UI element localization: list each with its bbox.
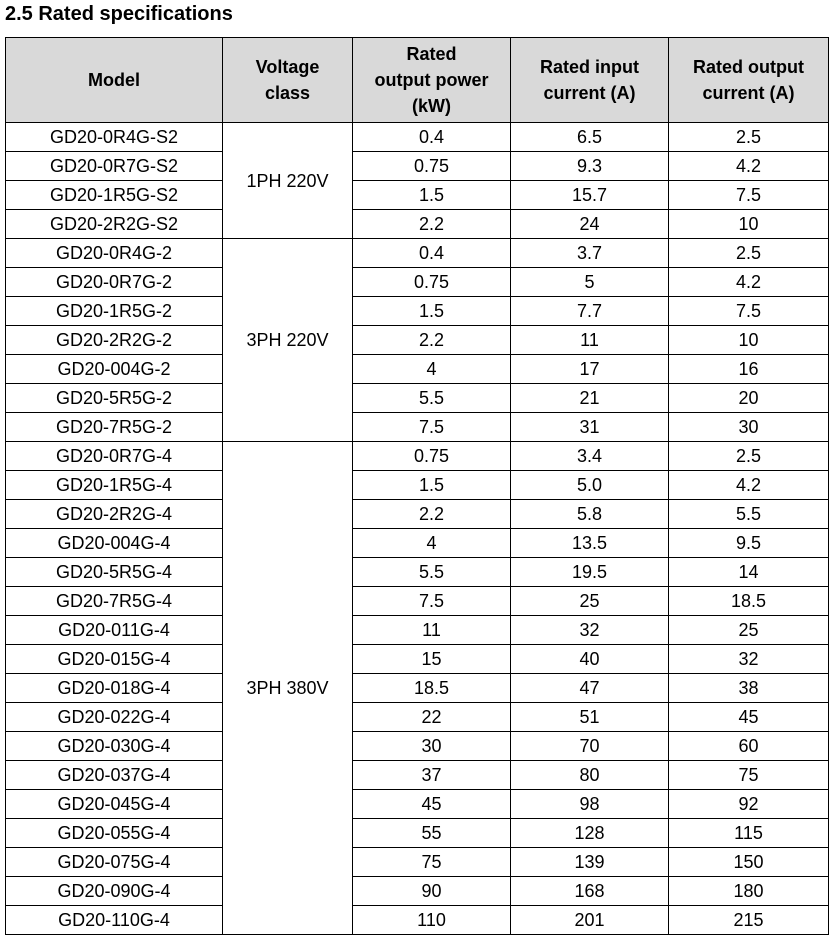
voltage-class-cell: 3PH 220V — [223, 239, 353, 442]
table-body — [6, 123, 829, 935]
rated-input-current-cell: 6.5 — [511, 123, 669, 152]
model-cell: GD20-7R5G-2 — [6, 413, 223, 442]
table-row — [6, 703, 829, 732]
rated-output-current-cell: 2.5 — [669, 239, 829, 268]
rated-output-current-cell: 5.5 — [669, 500, 829, 529]
header-rated-output-power: Rated output power (kW) — [353, 38, 511, 123]
model-cell: GD20-1R5G-4 — [6, 471, 223, 500]
rated-specifications-table — [5, 37, 829, 935]
model-cell: GD20-2R2G-4 — [6, 500, 223, 529]
rated-output-current-cell: 30 — [669, 413, 829, 442]
rated-output-power-cell: 0.75 — [353, 152, 511, 181]
table-row — [6, 326, 829, 355]
rated-output-current-cell: 215 — [669, 906, 829, 935]
header-row — [6, 38, 829, 123]
rated-output-current-cell: 16 — [669, 355, 829, 384]
table-row — [6, 384, 829, 413]
table-row — [6, 761, 829, 790]
rated-output-current-cell: 115 — [669, 819, 829, 848]
rated-output-current-cell: 10 — [669, 210, 829, 239]
rated-output-power-cell: 22 — [353, 703, 511, 732]
model-cell: GD20-2R2G-2 — [6, 326, 223, 355]
rated-input-current-cell: 5 — [511, 268, 669, 297]
rated-output-power-cell: 30 — [353, 732, 511, 761]
model-cell: GD20-022G-4 — [6, 703, 223, 732]
rated-output-current-cell: 32 — [669, 645, 829, 674]
table-row — [6, 181, 829, 210]
rated-input-current-cell: 139 — [511, 848, 669, 877]
model-cell: GD20-5R5G-2 — [6, 384, 223, 413]
table-row — [6, 500, 829, 529]
table-row — [6, 645, 829, 674]
model-cell: GD20-0R4G-S2 — [6, 123, 223, 152]
rated-input-current-cell: 13.5 — [511, 529, 669, 558]
rated-input-current-cell: 21 — [511, 384, 669, 413]
model-cell: GD20-0R7G-2 — [6, 268, 223, 297]
rated-output-current-cell: 25 — [669, 616, 829, 645]
header-rated-output-current: Rated output current (A) — [669, 38, 829, 123]
rated-output-power-cell: 110 — [353, 906, 511, 935]
table-row — [6, 674, 829, 703]
model-cell: GD20-2R2G-S2 — [6, 210, 223, 239]
model-cell: GD20-090G-4 — [6, 877, 223, 906]
rated-output-current-cell: 2.5 — [669, 442, 829, 471]
rated-input-current-cell: 201 — [511, 906, 669, 935]
rated-input-current-cell: 70 — [511, 732, 669, 761]
rated-output-power-cell: 75 — [353, 848, 511, 877]
rated-output-current-cell: 7.5 — [669, 181, 829, 210]
table-header — [6, 38, 829, 123]
rated-output-current-cell: 45 — [669, 703, 829, 732]
table-row — [6, 906, 829, 935]
rated-output-power-cell: 5.5 — [353, 384, 511, 413]
voltage-class-cell: 1PH 220V — [223, 123, 353, 239]
table-row — [6, 616, 829, 645]
rated-input-current-cell: 11 — [511, 326, 669, 355]
table-row — [6, 442, 829, 471]
rated-input-current-cell: 15.7 — [511, 181, 669, 210]
rated-input-current-cell: 17 — [511, 355, 669, 384]
rated-output-power-cell: 55 — [353, 819, 511, 848]
rated-output-current-cell: 4.2 — [669, 471, 829, 500]
rated-input-current-cell: 40 — [511, 645, 669, 674]
rated-output-power-cell: 0.75 — [353, 268, 511, 297]
table-row — [6, 355, 829, 384]
model-cell: GD20-7R5G-4 — [6, 587, 223, 616]
rated-input-current-cell: 3.4 — [511, 442, 669, 471]
rated-output-power-cell: 0.4 — [353, 239, 511, 268]
table-row — [6, 877, 829, 906]
section-title: 2.5 Rated specifications — [5, 3, 233, 25]
rated-input-current-cell: 19.5 — [511, 558, 669, 587]
rated-output-power-cell: 1.5 — [353, 181, 511, 210]
rated-input-current-cell: 9.3 — [511, 152, 669, 181]
rated-output-current-cell: 9.5 — [669, 529, 829, 558]
table-row — [6, 558, 829, 587]
rated-input-current-cell: 5.0 — [511, 471, 669, 500]
model-cell: GD20-030G-4 — [6, 732, 223, 761]
model-cell: GD20-075G-4 — [6, 848, 223, 877]
table-row — [6, 413, 829, 442]
rated-output-power-cell: 1.5 — [353, 471, 511, 500]
rated-input-current-cell: 3.7 — [511, 239, 669, 268]
table-row — [6, 210, 829, 239]
header-model: Model — [6, 38, 223, 123]
rated-input-current-cell: 51 — [511, 703, 669, 732]
rated-input-current-cell: 168 — [511, 877, 669, 906]
table-row — [6, 587, 829, 616]
table-row — [6, 848, 829, 877]
model-cell: GD20-5R5G-4 — [6, 558, 223, 587]
rated-output-power-cell: 11 — [353, 616, 511, 645]
rated-output-power-cell: 15 — [353, 645, 511, 674]
rated-output-power-cell: 4 — [353, 355, 511, 384]
table-row — [6, 529, 829, 558]
model-cell: GD20-1R5G-2 — [6, 297, 223, 326]
model-cell: GD20-004G-4 — [6, 529, 223, 558]
rated-output-power-cell: 2.2 — [353, 500, 511, 529]
rated-input-current-cell: 32 — [511, 616, 669, 645]
table-row — [6, 790, 829, 819]
rated-output-power-cell: 1.5 — [353, 297, 511, 326]
rated-output-current-cell: 10 — [669, 326, 829, 355]
rated-output-current-cell: 60 — [669, 732, 829, 761]
rated-output-current-cell: 38 — [669, 674, 829, 703]
rated-output-current-cell: 14 — [669, 558, 829, 587]
rated-output-power-cell: 2.2 — [353, 210, 511, 239]
rated-input-current-cell: 128 — [511, 819, 669, 848]
rated-input-current-cell: 98 — [511, 790, 669, 819]
rated-output-current-cell: 7.5 — [669, 297, 829, 326]
model-cell: GD20-018G-4 — [6, 674, 223, 703]
table-row — [6, 152, 829, 181]
model-cell: GD20-055G-4 — [6, 819, 223, 848]
model-cell: GD20-004G-2 — [6, 355, 223, 384]
rated-input-current-cell: 25 — [511, 587, 669, 616]
table-row — [6, 819, 829, 848]
model-cell: GD20-1R5G-S2 — [6, 181, 223, 210]
rated-output-power-cell: 45 — [353, 790, 511, 819]
rated-input-current-cell: 31 — [511, 413, 669, 442]
rated-output-current-cell: 2.5 — [669, 123, 829, 152]
model-cell: GD20-110G-4 — [6, 906, 223, 935]
rated-output-power-cell: 0.4 — [353, 123, 511, 152]
rated-output-current-cell: 150 — [669, 848, 829, 877]
model-cell: GD20-0R7G-S2 — [6, 152, 223, 181]
rated-input-current-cell: 47 — [511, 674, 669, 703]
rated-output-power-cell: 4 — [353, 529, 511, 558]
model-cell: GD20-0R4G-2 — [6, 239, 223, 268]
model-cell: GD20-045G-4 — [6, 790, 223, 819]
rated-output-power-cell: 5.5 — [353, 558, 511, 587]
rated-output-current-cell: 180 — [669, 877, 829, 906]
model-cell: GD20-015G-4 — [6, 645, 223, 674]
table-row — [6, 297, 829, 326]
rated-output-power-cell: 90 — [353, 877, 511, 906]
rated-output-current-cell: 18.5 — [669, 587, 829, 616]
rated-output-power-cell: 0.75 — [353, 442, 511, 471]
rated-output-power-cell: 18.5 — [353, 674, 511, 703]
header-voltage-class: Voltage class — [223, 38, 353, 123]
table-row — [6, 268, 829, 297]
table-row — [6, 239, 829, 268]
rated-output-current-cell: 20 — [669, 384, 829, 413]
header-rated-input-current: Rated input current (A) — [511, 38, 669, 123]
rated-input-current-cell: 7.7 — [511, 297, 669, 326]
model-cell: GD20-037G-4 — [6, 761, 223, 790]
voltage-class-cell: 3PH 380V — [223, 442, 353, 935]
table-row — [6, 732, 829, 761]
rated-output-current-cell: 92 — [669, 790, 829, 819]
rated-output-power-cell: 2.2 — [353, 326, 511, 355]
model-cell: GD20-0R7G-4 — [6, 442, 223, 471]
rated-input-current-cell: 5.8 — [511, 500, 669, 529]
rated-output-current-cell: 4.2 — [669, 268, 829, 297]
table-row — [6, 123, 829, 152]
rated-output-current-cell: 4.2 — [669, 152, 829, 181]
model-cell: GD20-011G-4 — [6, 616, 223, 645]
table-row — [6, 471, 829, 500]
rated-output-power-cell: 7.5 — [353, 587, 511, 616]
rated-output-current-cell: 75 — [669, 761, 829, 790]
rated-input-current-cell: 24 — [511, 210, 669, 239]
rated-input-current-cell: 80 — [511, 761, 669, 790]
rated-output-power-cell: 37 — [353, 761, 511, 790]
rated-output-power-cell: 7.5 — [353, 413, 511, 442]
